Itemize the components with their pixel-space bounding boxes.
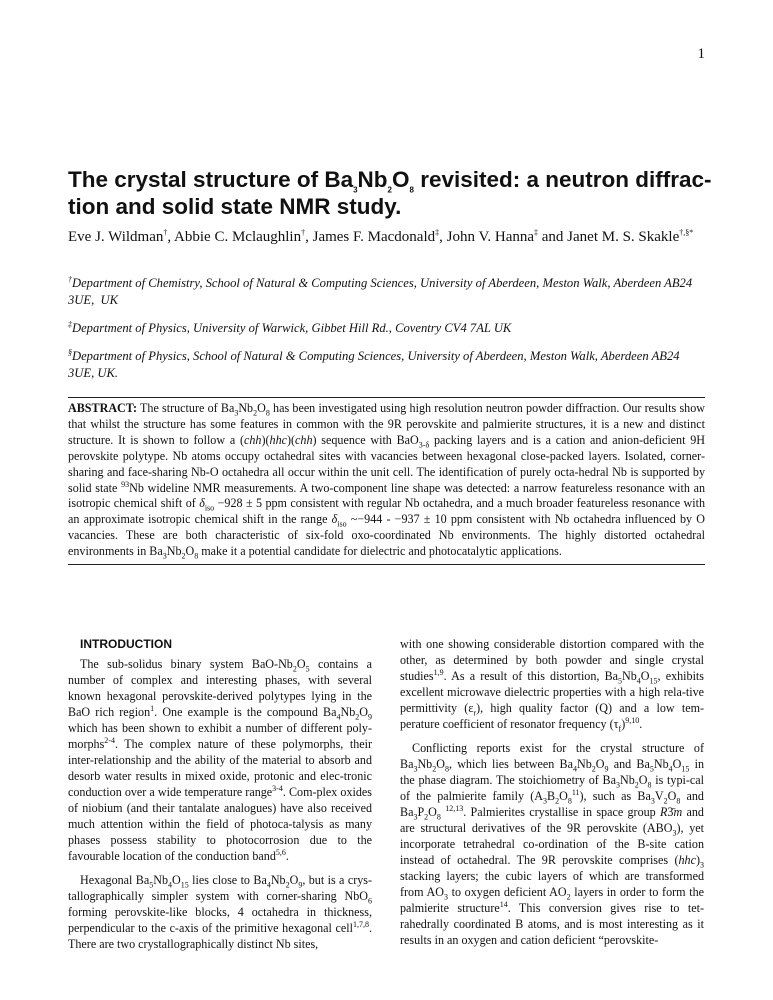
paragraph: with one showing considerable distortion compared with the other, as determined by both powder and single crystal studies$^{1,9}$. As a result of this distortion, $Ba_5Nb_4O_{15}$, exhibits excellent microwave dielectric properties with a high rela-tive permittivity $(\varepsilon_r)$, high quality factor (Q) and a low tem-perature coefficient of resonator frequency $(\tau_f)^{9,10}$. — [400, 637, 704, 734]
left-column — [68, 636, 372, 960]
abstract: ABSTRACT: The structure of $Ba_3Nb_2O_8$ has been investigated using high resolution neutron powder diffraction. Our results show that whilst the structure has some features in common with the 9R perovskite and palmierite structures, it is a new and distinct structure. It is shown to follow a (chh)(hhc)(chh) sequence with BaO$_{3-\delta}$ packing layers and is a cation and anion-deficient 9H perovskite polytype. Nb atoms occupy octahedral sites with vacancies between hexagonal close-packed layers. Isolated, corner-sharing and face-sharing Nb-O octahedra all occur within the unit cell. The identification of purely octa-hedral Nb is supported by solid state $^{93}$Nb wideline NMR measurements. A two-component line shape was detected: a narrow featureless resonance with an isotropic chemical shift of $\delta_{iso} -928 \pm 5$ ppm consistent with regular Nb octahedra, and a much broader featureless resonance with an approximate isotropic chemical shift in the range $\delta_{iso}$ ~−944 - −937 ± 10 ppm consistent with Nb octahedra influenced by O vacancies. These are both characteristic of six-fold oxo-coordinated Nb environments. The highly distorted octahedral environments in $Ba_3Nb_2O_8$ make it a potential candidate for dielectric and photocatalytic applications. — [68, 397, 705, 565]
affiliation-3: §Department of Physics, School of Natural & Computing Sciences, University of Aberdeen, Meston Walk, Aberdeen AB24 3UE, UK. — [68, 347, 680, 380]
affiliation-2: ‡Department of Physics, University of Warwick, Gibbet Hill Rd., Coventry CV4 7AL UK — [68, 319, 512, 335]
paragraph: Conflicting reports exist for the crystal structure of $Ba_3Nb_2O_8$, which lies between $Ba_4Nb_2O_9$ and $Ba_5Nb_4O_{15}$ in the phase diagram. The stoichiometry of $Ba_3Nb_2O_8$ is typi-cal of the palmierite family $(A_3B_2O_8^{11})$, such as $Ba_3V_2O_8$ and $Ba_3P_2O_8$ $^{12,13}$. Palmierites crystallise in space group R3̄m and are structural derivatives of the 9R perovskite $(ABO_3)$, yet incorporate tetrahedral co-ordination of the B-site cation instead of octahedral. The 9R perovskite comprises $(hhc)_3$ stacking layers; the cubic layers of which are transformed from $AO_3$ to oxygen deficient $AO_2$ layers in order to form the palmierite structure$^{14}$. This conversion gives rise to tet-rahedrally coordinated B atoms, and is most interesting as it results in an oxygen and cation deficient “perovskite- — [400, 741, 704, 947]
author-list: Eve J. Wildman†, Abbie C. Mclaughlin†, James F. Macdonald‡, John V. Hanna‡ and Janet M. S. Skakle†,§* — [68, 228, 694, 245]
paragraph: Hexagonal $Ba_5Nb_4O_{15}$ lies close to $Ba_4Nb_2O_9$, but is a crys-tallographically simpler system with corner-sharing NbO$_6$ forming perovskite-like blocks, 4 octahedra in thickness, perpendicular to the c-axis of the primitive hexagonal cell$^{1,7,8}$. There are two crystallographically distinct Nb sites, — [68, 873, 373, 951]
paragraph: The sub-solidus binary system BaO-$Nb_2O_5$ contains a number of complex and interesting phases, with several known hexagonal perovskite-derived polytypes lying in the BaO rich region$^1$. One example is the compound $Ba_4Nb_2O_9$ which has been shown to exhibit a number of different poly-morphs$^{2-4}$. The complex nature of these polymorphs, their inter-relationship and the ability of the material to absorb and desorb water results in mixed oxide, protonic and elec-tronic conduction over a wide temperature range$^{3-4}$. Com-plex oxides of niobium (and their tantalate analogues) have also received much attention within the field of photoca-talysis as many phases possess stability to photocorrosion due to the favourable location of the conduction band$^{5,6}$. — [68, 657, 373, 863]
page-number: 1 — [697, 46, 705, 62]
right-column — [400, 636, 704, 956]
affiliation-1: †Department of Chemistry, School of Natural & Computing Sciences, University of Aberdeen, Meston Walk, Aberdeen AB24 3UE, UK — [68, 274, 693, 307]
paper-title: The crystal structure of $Ba_3Nb_2O_8$ revisited: a neutron diffrac-tion and solid state NMR study. — [68, 167, 712, 219]
section-heading-introduction: INTRODUCTION — [80, 637, 172, 651]
